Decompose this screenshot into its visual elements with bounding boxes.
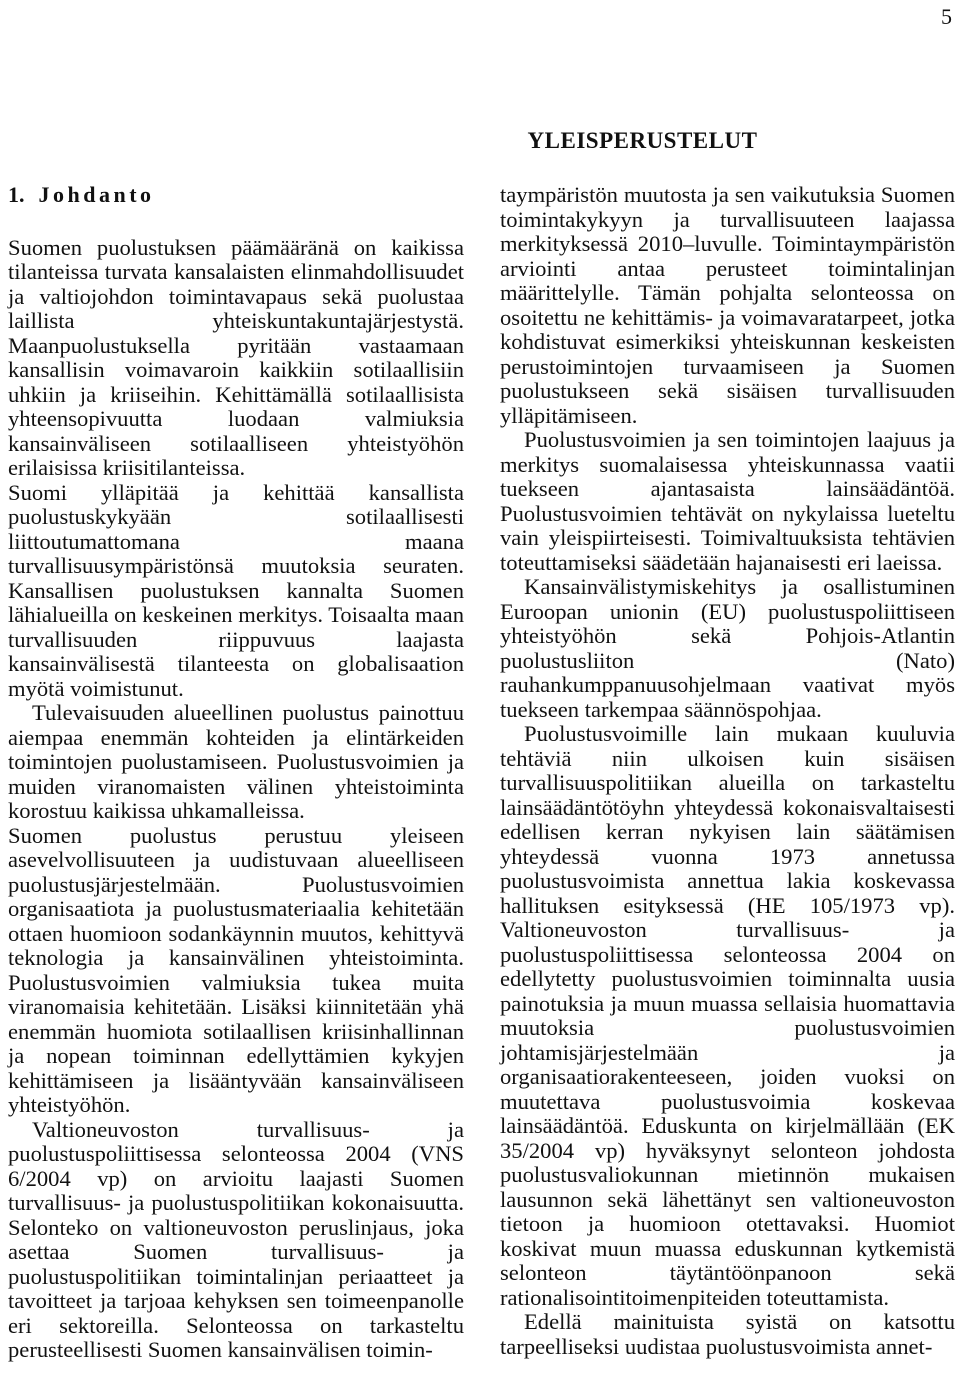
chapter-number: 1. xyxy=(8,182,25,207)
paragraph: Tulevaisuuden alueellinen puolustus painottuu aiempaa enemmän kohteiden ja elintärkeiden toimintojen puolustamiseen. Puolustusvoimien ja muiden viranomaisten välinen yhteistoiminta korostuu kaikissa uhkamalleissa. xyxy=(8,700,464,823)
right-column xyxy=(500,183,955,1359)
paragraph: taympäristön muutosta ja sen vaikutuksia Suomen toimintakykyyn ja turvallisuuteen laajassa merkityksessä 2010–luvulle. Toimintaympäristön arviointi antaa perusteet toimintalinjan määrittelylle. Tämän pohjalta selonteossa on osoitettu ne kehittämis- ja voimavaratarpeet, jotka kohdistuvat esimerkiksi yhteiskunnan keskeisten perustoimintojen turvaamiseen ja Suomen puolustukseen sekä sisäisen turvallisuuden ylläpitämiseen. xyxy=(500,182,955,428)
paragraph: Suomen puolustuksen päämääränä on kaikissa tilanteissa turvata kansalaisten elinmahdollisuudet ja valtiojohdon toimintavapaus sekä puolustaa laillista yhteiskuntakuntajärjestystä. Maanpuolustuksella pyritään vastaamaan kansallisin voimavaroin kaikkiin sotilaallisiin uhkiin ja kriiseihin. Kehittämällä sotilaallisista yhteensopivuutta luodaan valmiuksia kansainväliseen sotilaalliseen yhteistyöhön erilaisissa kriisitilanteissa. xyxy=(8,234,464,480)
paragraph: Puolustusvoimien ja sen toimintojen laajuus ja merkitys suomalaisessa yhteiskunnassa vaatii tuekseen ajantasaista lainsäädäntöä. Puolustusvoimien tehtävät on nykylaissa lueteltu vain yleispiirteisesti. Toimivaltuuksista tehtävien toteuttamiseksi säädetään hajanaisesti eri laeissa. xyxy=(500,427,955,575)
chapter-title: Johdanto xyxy=(38,182,155,207)
section-title: YLEISPERUSTELUT xyxy=(527,128,758,153)
chapter-heading xyxy=(8,183,464,208)
paragraph: Suomen puolustus perustuu yleiseen asevelvollisuuteen ja uudistuvaan alueelliseen puolustusjärjestelmään. Puolustusvoimien organisaatiota ja puolustusmateriaalia kehitetään ottaen huomioon sodankäynnin muutos, kehittyvä teknologia ja kansainvälinen yhteistoiminta. Puolustusvoimien valmiuksia tukea muita viranomaisia kehitetään. Lisäksi kiinnitetään yhä enemmän huomiota sotilaallisen kriisinhallinnan ja nopean toiminnan edellyttämien kykyjen kehittämiseen ja lisääntyvään kansainväliseen yhteistyöhön. xyxy=(8,822,464,1117)
paragraph: Valtioneuvoston turvallisuus- ja puolustuspoliittisessa selonteossa 2004 (VNS 6/2004 vp) on arvioitu laajasti Suomen turvallisuus- ja puolustuspolitiikan kokonaisuutta. Selonteko on valtioneuvoston peruslinjaus, joka asettaa Suomen turvallisuus- ja puolustuspolitiikan toimintalinjan periaatteet ja tavoitteet ja tarjoaa kehyksen sen toimeenpanolle eri sektoreilla. Selonteossa on tarkasteltu perusteellisesti Suomen kansainvälisen toimin- xyxy=(8,1116,464,1362)
paragraph: Suomi ylläpitää ja kehittää kansallista puolustuskykyään sotilaallisesti liittoutumattomana maana turvallisuusympäristönsä muutoksia seuraten. Kansallisen puolustuksen kannalta Suomen lähialueilla on keskeinen merkitys. Toisaalta maan turvallisuuden riippuvuus laajasta kansainvälisestä tilanteesta on globalisaation myötä voimistunut. xyxy=(8,479,465,701)
paragraph: Puolustusvoimille lain mukaan kuuluvia tehtäviä niin ulkoisen kuin sisäisen turvallisuuspolitiikan alueilla on tarkasteltu lainsäädäntötöyhn yhteydessä kokonaisvaltaisesti edellisen kerran nykyisen lain säätämisen yhteydessä vuonna 1973 annetussa puolustusvoimista annettua lakia koskevassa hallituksen esityksessä (HE 105/1973 vp). Valtioneuvoston turvallisuus- ja puolustuspoliittisessa selonteossa 2004 on edellytetty puolustusvoimien toiminnalta uusia painotuksia ja muun muassa sellaisia huomattavia muutoksia puolustusvoimien johtamisjärjestelmään ja organisaatiorakenteeseen, joiden vuoksi on muutettava puolustusvoimia koskevaa lainsäädäntöä. Eduskunta on kirjelmällään (EK 35/2004 vp) hyväksynyt selonteon johdosta puolustusvaliokunnan mietinnön mukaisen lausunnon sekä lähettänyt sen valtioneuvoston tietoon ja huomioon otettavaksi. Huomiot koskivat muun muassa eduskunnan kytkemistä selonteon täytäntöönpanoon sekä rationalisointitoimenpiteiden toteuttamista. xyxy=(500,721,955,1310)
paragraph: Edellä mainituista syistä on katsottu tarpeelliseksi uudistaa puolustusvoimista annet- xyxy=(500,1309,955,1359)
paragraph: Kansainvälistymiskehitys ja osallistuminen Euroopan unionin (EU) puolustuspoliittiseen yhteistyöhön sekä Pohjois-Atlantin puolustusliiton (Nato) rauhankumppanuusohjelmaan vaativat myös tuekseen tarkempaa säännöspohjaa. xyxy=(500,574,955,722)
page-number: 5 xyxy=(941,4,952,29)
left-column xyxy=(8,183,464,1363)
